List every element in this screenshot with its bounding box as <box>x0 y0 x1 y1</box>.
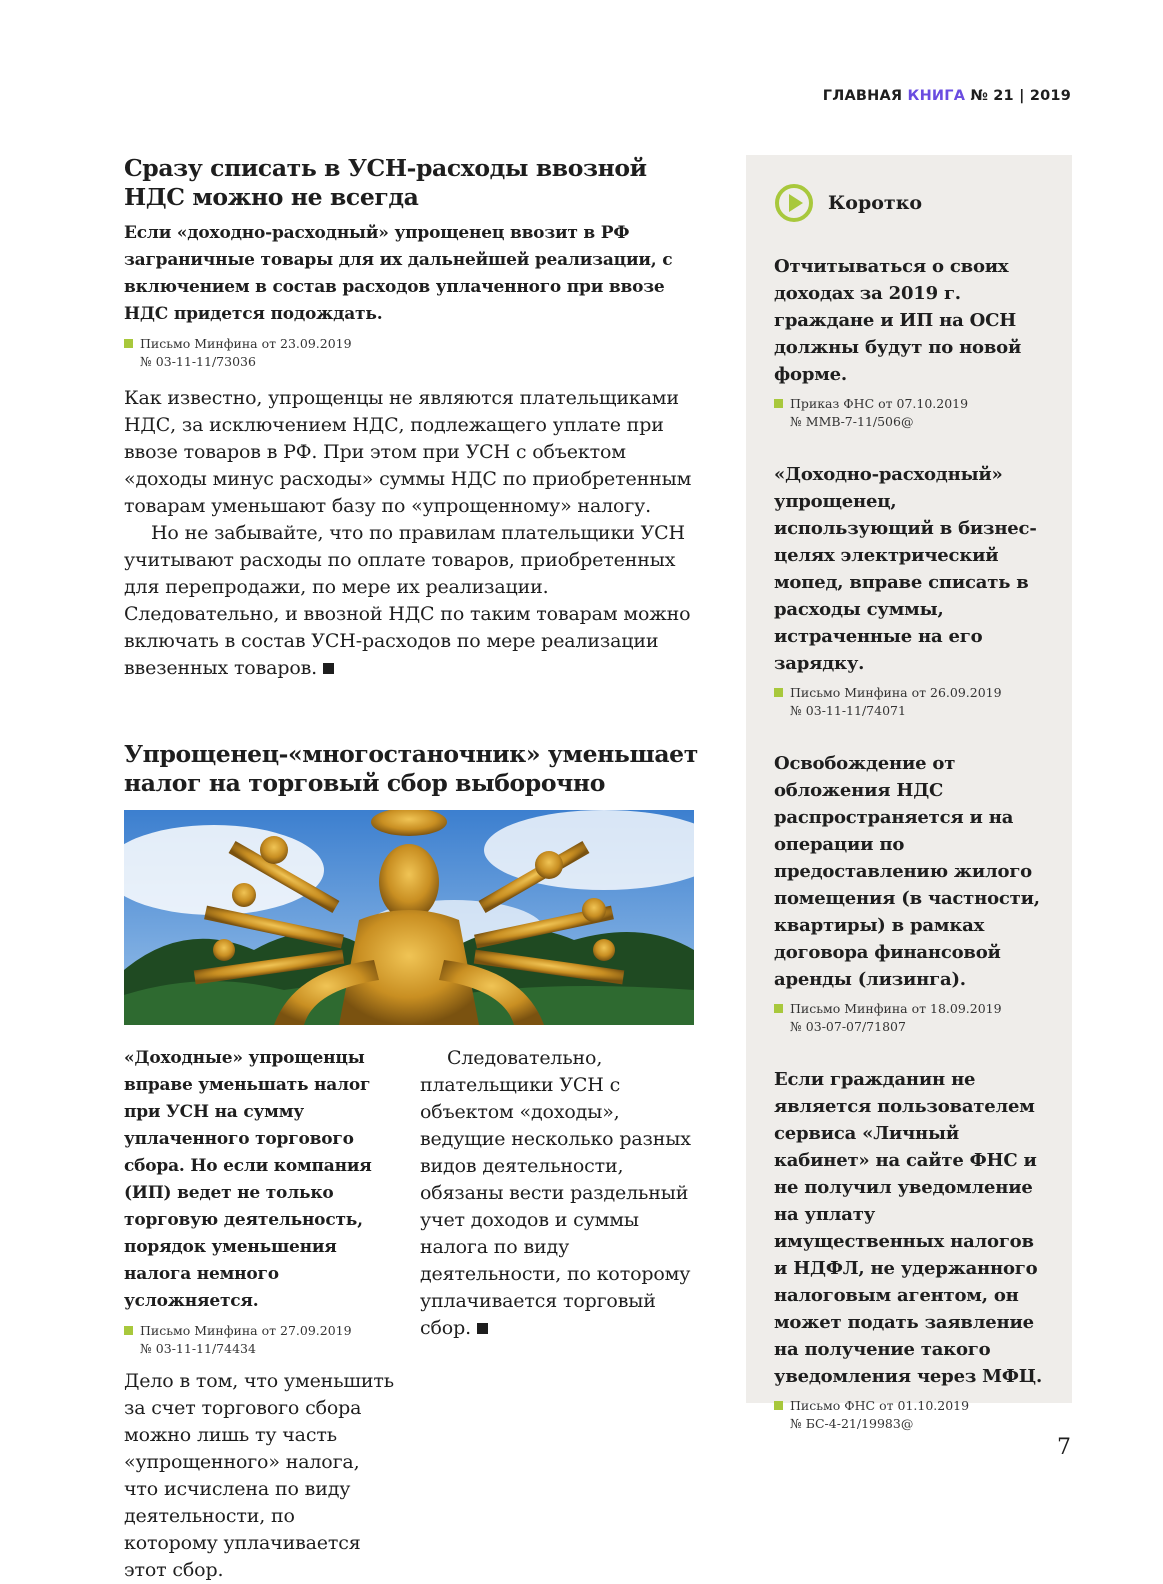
article2-paragraph: Следовательно, плательщики УСН с объектом «доходы», ведущие несколько разных видов деятельности, обязаны вести раздельный учет доходов и суммы налога по виду деятельности, по которому уплачивается торговый сбор. <box>420 1047 691 1339</box>
article2-source <box>124 1322 394 1358</box>
article1-lead: Если «доходно-расходный» упрощенец ввозит в РФ заграничные товары для их дальнейшей реализации, с включением в состав расходов уплаченного при ввозе НДС придется подождать. <box>124 223 673 324</box>
source-bullet-icon <box>124 339 133 348</box>
play-circle-icon <box>774 183 814 223</box>
article2-paragraph: Дело в том, что уменьшить за счет торгового сбора можно лишь ту часть «упрощенного» налога, что исчислена по виду деятельности, по которому уплачивается этот сбор. <box>124 1370 394 1581</box>
sidebar-title: Коротко <box>828 192 923 214</box>
sidebar-item-source <box>774 1397 1044 1433</box>
source-line: Письмо Минфина от 26.09.2019 <box>790 685 1002 700</box>
source-bullet-icon <box>774 688 783 697</box>
source-bullet-icon <box>774 1401 783 1410</box>
sidebar-item-text: Отчитываться о своих доходах за 2019 г. граждане и ИП на ОСН должны будут по новой форме. <box>774 256 1022 385</box>
article2-left-column <box>124 1045 394 1584</box>
source-line: Письмо Минфина от 23.09.2019 <box>140 336 352 351</box>
brand-name-accent: КНИГА <box>907 88 966 104</box>
sidebar-item-text: Освобождение от обложения НДС распространяется и на операции по предоставлению жилого помещения (в частности, квартиры) в рамках договора финансовой аренды (лизинга). <box>774 753 1040 990</box>
golden-statue-photo <box>124 810 694 1025</box>
sidebar-item-source <box>774 395 1044 431</box>
issue-number: № 21 | 2019 <box>970 88 1071 104</box>
source-line: № 03-11-11/73036 <box>140 354 256 369</box>
sidebar-item <box>774 1066 1044 1433</box>
source-line: Письмо ФНС от 01.10.2019 <box>790 1398 970 1413</box>
source-line: Приказ ФНС от 07.10.2019 <box>790 396 969 411</box>
source-line: Письмо Минфина от 18.09.2019 <box>790 1001 1002 1016</box>
sidebar-heading <box>774 183 1044 223</box>
source-line: Письмо Минфина от 27.09.2019 <box>140 1323 352 1338</box>
article1-paragraph: Как известно, упрощенцы не являются плательщиками НДС, за исключением НДС, подлежащего уплате при ввозе товаров в РФ. При этом при УСН с объектом «доходы минус расходы» суммы НДС по приобретенным товарам уменьшают базу по «упрощенному» налогу. <box>124 387 692 517</box>
source-line: № БС-4-21/19983@ <box>790 1416 914 1431</box>
article1-paragraph: Но не забывайте, что по правилам плательщики УСН учитывают расходы по оплате товаров, приобретенных для перепродажи, по мере их реализации. Следовательно, и ввозной НДС по таким товарам можно включать в состав УСН-расходов по мере реализации ввезенных товаров. <box>124 522 691 679</box>
article2-body-right <box>420 1045 695 1342</box>
sidebar-item-source <box>774 684 1044 720</box>
end-of-article-icon <box>477 1323 488 1334</box>
sidebar-item-text: Если гражданин не является пользователем сервиса «Личный кабинет» на сайте ФНС и не получил уведомление на уплату имущественных налогов и НДФЛ, не удержанного налоговым агентом, он может подать заявление на получение такого уведомления через МФЦ. <box>774 1069 1043 1387</box>
article2-columns <box>124 1045 698 1584</box>
source-line: № 03-11-11/74071 <box>790 703 906 718</box>
sidebar-item-text: «Доходно-расходный» упрощенец, использующий в бизнес-целях электрический мопед, вправе списать в расходы суммы, истраченные на его зарядку. <box>774 464 1037 674</box>
source-bullet-icon <box>774 399 783 408</box>
article1-body <box>124 385 698 682</box>
end-of-article-icon <box>323 663 334 674</box>
article1-source <box>124 335 698 371</box>
article2-right-column <box>420 1045 695 1584</box>
article1-title: Сразу списать в УСН-расходы ввозной НДС можно не всегда <box>124 154 647 211</box>
source-bullet-icon <box>124 1326 133 1335</box>
main-column <box>124 154 698 1584</box>
article2-title: Упрощенец-«многостаночник» уменьшает налог на торговый сбор выборочно <box>124 740 698 797</box>
running-header <box>823 88 1071 104</box>
source-bullet-icon <box>774 1004 783 1013</box>
source-line: № ММВ-7-11/506@ <box>790 414 914 429</box>
article2-body-left <box>124 1368 394 1584</box>
sidebar-item <box>774 253 1044 431</box>
sidebar-item <box>774 461 1044 720</box>
page-number: 7 <box>1057 1435 1071 1460</box>
source-line: № 03-07-07/71807 <box>790 1019 906 1034</box>
briefly-sidebar <box>746 155 1072 1431</box>
brand-name-main: ГЛАВНАЯ <box>822 88 903 104</box>
sidebar-item-source <box>774 1000 1044 1036</box>
article2-lead: «Доходные» упрощенцы вправе уменьшать налог при УСН на сумму уплаченного торгового сбора. Но если компания (ИП) ведет не только торговую деятельность, порядок уменьшения налога немного усложняется. <box>124 1048 372 1311</box>
sidebar-item <box>774 750 1044 1036</box>
source-line: № 03-11-11/74434 <box>140 1341 256 1356</box>
